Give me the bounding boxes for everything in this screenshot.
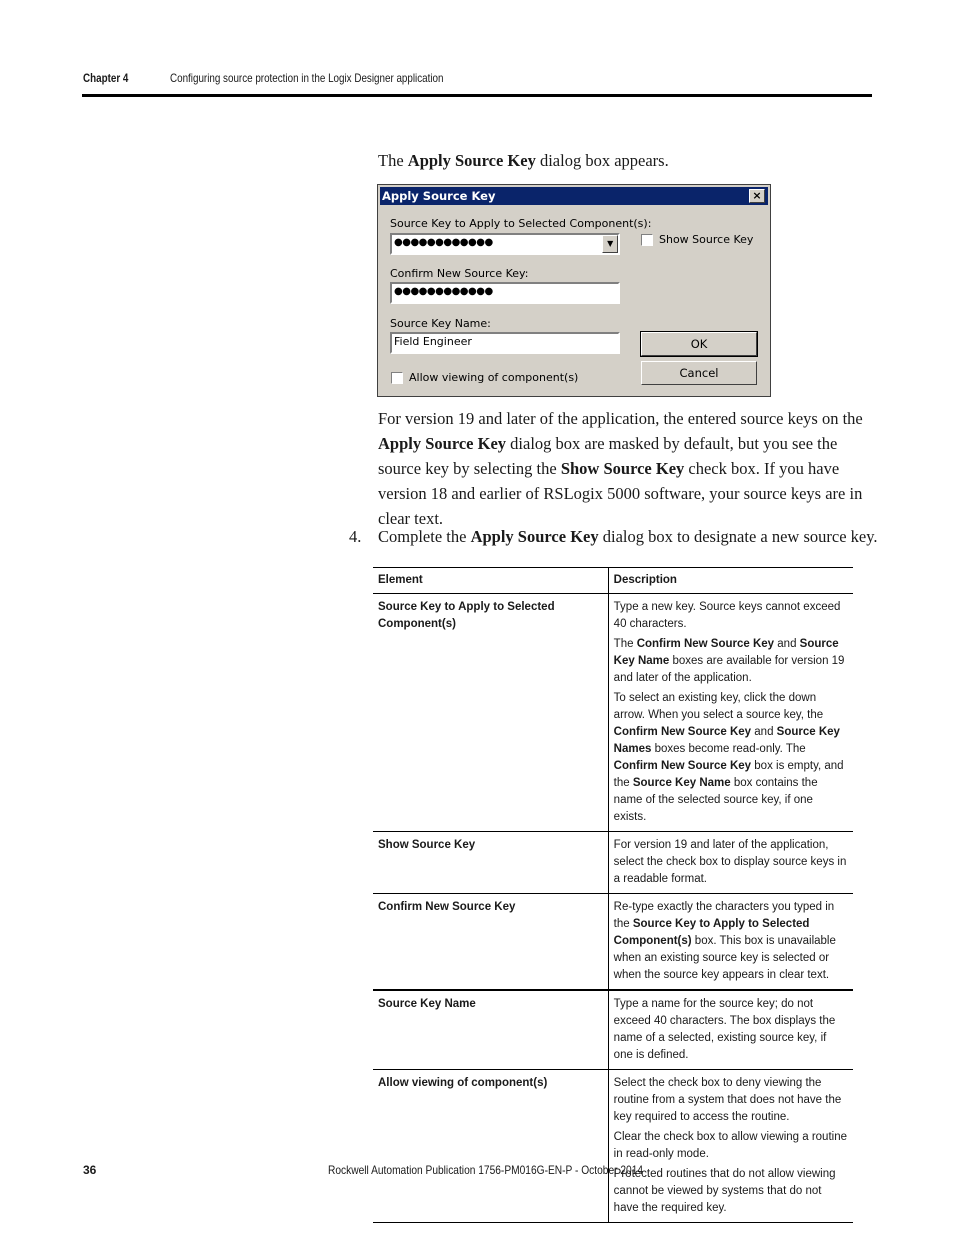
chapter-title: Configuring source protection in the Logix Designer application [170,71,444,85]
chapter-label: Chapter 4 [83,71,129,85]
element-description-table [373,567,853,1223]
source-key-name-input[interactable] [390,332,620,354]
description-cell: For version 19 and later of the application, select the check box to display source keys in a readable format. [608,832,853,894]
table-header-row [373,568,853,594]
page-number: 36 [83,1163,97,1177]
confirm-source-key-input[interactable] [390,282,620,304]
element-cell: Show Source Key [373,832,608,894]
description-cell: Type a new key. Source keys cannot exceed 40 characters. The Confirm New Source Key and Source Key Name boxes are available for version 19 and later of the application. To select an existing key, click the down arrow. When you select a source key, the Confirm New Source Key and Source Key Names boxes become read-only. The Confirm New Source Key box is empty, and the Source Key Name box contains the name of the selected source key, if one exists. [608,594,853,832]
confirm-source-key-label: Confirm New Source Key: [390,267,529,280]
element-cell: Confirm New Source Key [373,894,608,991]
step-number: 4. [349,527,362,546]
cancel-button[interactable]: Cancel [641,361,757,385]
show-source-key-label: Show Source Key [659,233,754,246]
description-cell: Select the check box to deny viewing the routine from a system that does not have the key required to access the routine. Clear the check box to allow viewing a routine in read-only mode. Protected routines that do not allow viewing cannot be viewed by systems that do not have the required key. [608,1070,853,1223]
step-text: Complete the Apply Source Key dialog box to designate a new source key. [378,527,878,546]
close-icon[interactable]: × [749,189,765,203]
table-row [373,1070,853,1223]
table-row [373,990,853,1070]
allow-viewing-label: Allow viewing of component(s) [409,371,579,384]
confirm-source-key-value: ●●●●●●●●●●●● [394,286,493,297]
element-cell: Source Key Name [373,990,608,1070]
apply-source-key-dialog [377,184,771,397]
source-key-label: Source Key to Apply to Selected Component(s): [390,217,652,230]
source-key-combobox[interactable] [390,233,620,255]
show-source-key-checkbox[interactable] [641,234,653,246]
source-key-name-value: Field Engineer [394,335,472,348]
table-row [373,832,853,894]
column-header-element: Element [373,568,608,594]
dialog-title: Apply Source Key [382,189,496,203]
chevron-down-icon[interactable]: ▼ [602,235,618,253]
table-row [373,594,853,832]
description-cell: Type a name for the source key; do not exceed 40 characters. The box displays the name of a selected, existing source key, if one is defined. [608,990,853,1070]
publication-info: Rockwell Automation Publication 1756-PM016G-EN-P - October 2014 [328,1163,644,1177]
description-cell: Re-type exactly the characters you typed in the Source Key to Apply to Selected Component(s) box. This box is unavailable when an existing source key is selected or when the source key appears in clear text. [608,894,853,991]
element-cell: Source Key to Apply to Selected Component(s) [373,594,608,832]
dialog-titlebar [380,187,768,205]
source-key-value: ●●●●●●●●●●●● [394,237,493,248]
table-row [373,894,853,991]
ok-button[interactable]: OK [641,332,757,356]
element-cell: Allow viewing of component(s) [373,1070,608,1223]
column-header-description: Description [608,568,853,594]
masking-paragraph: For version 19 and later of the application, the entered source keys on the Apply Source Key dialog box are masked by default, but you see the source key by selecting the Show Source Key check box. If you have version 18 and earlier of RSLogix 5000 software, your source keys are in clear text. [378,409,863,528]
allow-viewing-checkbox[interactable] [391,372,403,384]
header-rule [82,94,872,97]
intro-sentence: The Apply Source Key dialog box appears. [378,151,669,170]
source-key-name-label: Source Key Name: [390,317,491,330]
